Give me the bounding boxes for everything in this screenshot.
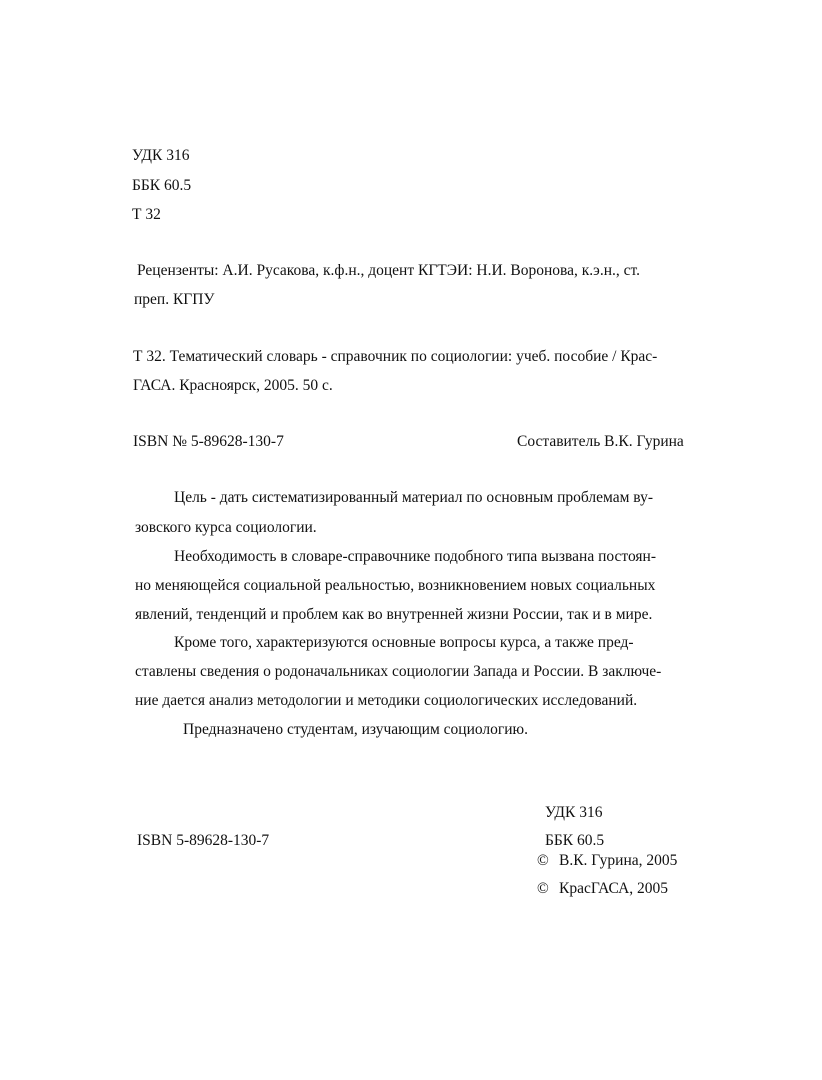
footer-isbn: ISBN 5-89628-130-7 <box>137 832 270 849</box>
copyright-author: В.К. Гурина, 2005 <box>559 852 678 869</box>
copyright-org-line <box>537 879 668 899</box>
abstract-p1-line-2: зовского курса социологии. <box>135 519 317 536</box>
copyright-icon: © <box>537 880 549 897</box>
bbk-code: ББК 60.5 <box>132 177 192 194</box>
author-mark-code: Т 32 <box>132 206 161 223</box>
abstract-p3-line-3: ние дается анализ методологии и методики социологических исследований. <box>135 692 638 709</box>
footer-udk-code: УДК 316 <box>545 804 603 821</box>
reviewers-line-1: Рецензенты: А.И. Русакова, к.ф.н., доцент КГТЭИ: Н.И. Воронова, к.э.н., ст. <box>137 262 640 279</box>
abstract-p3-line-1: Кроме того, характеризуются основные вопросы курса, а также пред- <box>174 634 634 651</box>
abstract-p2-line-1: Необходимость в словаре-справочнике подобного типа вызвана постоян- <box>174 548 656 565</box>
abstract-p2-line-2: но меняющейся социальной реальностью, возникновением новых социальных <box>135 577 656 594</box>
isbn-number: ISBN № 5-89628-130-7 <box>133 433 284 450</box>
abstract-p2-line-3: явлений, тенденций и проблем как во внутренней жизни России, так и в мире. <box>135 606 653 623</box>
footer-bbk-code: ББК 60.5 <box>545 832 605 849</box>
udk-code: УДК 316 <box>132 147 190 164</box>
copyright-org: КрасГАСА, 2005 <box>559 880 669 897</box>
copyright-author-line <box>537 851 677 871</box>
copyright-icon: © <box>537 852 549 869</box>
compiler-name: Составитель В.К. Гурина <box>517 433 684 450</box>
bibliography-line-2: ГАСА. Красноярск, 2005. 50 с. <box>133 377 333 394</box>
abstract-p3-line-2: ставлены сведения о родоначальниках социологии Запада и России. В заключе- <box>135 663 662 680</box>
bibliography-line-1: Т 32. Тематический словарь - справочник по социологии: учеб. пособие / Крас- <box>133 348 658 365</box>
reviewers-line-2: преп. КГПУ <box>134 291 215 308</box>
abstract-p1-line-1: Цель - дать систематизированный материал по основным проблемам ву- <box>174 489 653 506</box>
abstract-p4-audience: Предназначено студентам, изучающим социологию. <box>183 721 529 738</box>
